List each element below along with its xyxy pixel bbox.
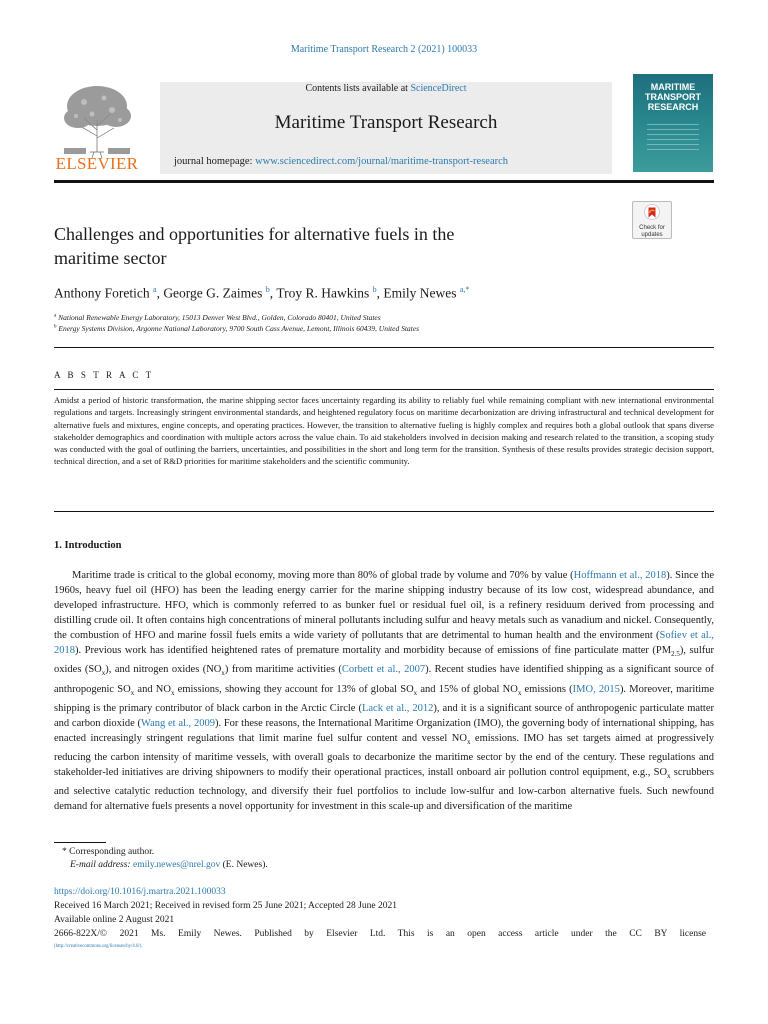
contents-line: Contents lists available at ScienceDirect <box>305 83 467 94</box>
citation-link[interactable]: Wang et al., 2009 <box>141 717 215 729</box>
author-name[interactable]: Troy R. Hawkins <box>276 285 370 301</box>
author-name[interactable]: Anthony Foretich <box>54 285 150 301</box>
author-affiliation-marker[interactable]: b <box>372 285 377 294</box>
journal-cover-thumbnail[interactable] <box>633 74 713 172</box>
cover-decoration <box>647 122 699 150</box>
cover-title-line: RESEARCH <box>647 102 699 112</box>
bookmark-icon <box>643 204 661 224</box>
cover-title-line: MARITIME <box>650 82 696 92</box>
sciencedirect-link[interactable]: ScienceDirect <box>410 83 467 94</box>
author-affiliation-marker[interactable]: b <box>265 285 270 294</box>
doi <box>54 887 226 897</box>
footnote-corresponding-author: * Corresponding author. <box>62 847 155 857</box>
author-affiliation-marker[interactable]: a,* <box>459 285 470 294</box>
abstract-body: Amidst a period of historic transformation, the marine shipping sector faces uncertainty regarding its ability to reliably fuel while remaining compliant with new international environmental regulations and targets. Increasingly stringent environmental standards, and heightened regulatory focus on maritime decarbonization are driving infrastructural and technical development for alternative fuels and mixtures, engine concepts, and operating practices. However, the transition to alternative fueling is highly complex and requires both a global outlook that spans diverse stakeholder demographics and coordination with multiple actors across the value chain. To aid stakeholders involved in decision making and research related to the transition, a scoping study was conducted with the goal of outlining the barriers, uncertainties, and possibilities in the short and long term for the transition. Synthesis of these results provides strategic decision support, technical direction, and a set of R&D priorities for maritime stakeholders and the scientific community. <box>54 395 714 467</box>
section-divider <box>54 347 714 348</box>
abstract-top-rule <box>54 389 714 390</box>
doi-link[interactable]: https://doi.org/10.1016/j.martra.2021.100033 <box>54 887 226 897</box>
abstract-heading: A B S T R A C T <box>54 370 154 380</box>
author-affiliation-marker[interactable]: a <box>153 285 157 294</box>
author-name[interactable]: Emily Newes <box>383 285 457 301</box>
introduction-paragraph: Maritime trade is critical to the global economy, moving more than 80% of global trade by volume and 70% by value (Hoffmann et al., 2018). Since the 1960s, heavy fuel oil (HFO) has been the leading energy carrier for the marine shipping industry because of its low cost, widespread abundance, and developed infrastructure. HFO, which is commonly referred to as bunker fuel or residual fuel oil, is a refinery residuum derived from processing and distilling crude oil. It often contains high concentrations of mineral pollutants including sulfur and heavy metals such as vanadium and nickel. Consequently, the combustion of HFO and marine fossil fuels emits a wide variety of pollutants that are detrimental to human health and the environment (Sofiev et al., 2018). Previous work has identified heightened rates of premature mortality and morbidity because of emissions of fine particulate matter $(PM_{2.5})$, sulfur oxides $(SO_x)$, and nitrogen oxides $(NO_x)$ from maritime activities (Corbett et al., 2007). Recent studies have identified shipping as a significant source of anthropogenic $SO_x$ and $NO_x$ emissions, showing they account for 13% of global $SO_x$ and 15% of global $NO_x$ emissions (IMO, 2015). Moreover, maritime shipping is the primary contributor of black carbon in the Arctic Circle (Lack et al., 2012), and it is a significant source of anthropogenic particulate matter and carbon dioxide (Wang et al., 2009). For these reasons, the International Maritime Organization (IMO), the governing body of international shipping, has enacted increasingly stringent regulations that limit marine fuel sulfur content and vessel $NO_x$ emissions. IMO has set targets aimed at progressively reducing the carbon intensity of maritime vessels, with overall goals to decarbonize the maritime sector by the end of the century. These regulations and stakeholder-led initiatives are driving shipowners to modify their operational practices, install onboard air pollution control equipment, e.g., $SO_x$ scrubbers and selective catalytic reduction technology, and diversify their fuel portfolios to include low-sulfur and low-carbon alternative fuels. Such newfound demand for alternative fuels presents a novel opportunity for investment in this scale-up and diversification of the maritime <box>54 570 715 813</box>
author-email-link[interactable]: emily.newes@nrel.gov <box>132 860 221 870</box>
citation-link[interactable]: Corbett et al., 2007 <box>341 664 426 676</box>
available-online-date: Available online 2 August 2021 <box>54 915 175 925</box>
article-title: Challenges and opportunities for alternative fuels in the maritime sector <box>54 224 455 268</box>
journal-citation <box>0 44 768 55</box>
received-dates: Received 16 March 2021; Received in revised form 25 June 2021; Accepted 28 June 2021 <box>54 901 397 911</box>
journal-title: Maritime Transport Research <box>274 112 498 133</box>
check-for-updates-badge[interactable]: Check for updates <box>632 201 672 239</box>
citation-link[interactable]: Sofiev et al., 2018 <box>54 630 714 657</box>
citation-link[interactable]: IMO, 2015 <box>572 683 620 695</box>
license-statement: 2666-822X/© 2021 Ms. Emily Newes. Published by Elsevier Ltd. This is an open access article under the CC BY license <box>54 929 706 939</box>
section-heading-introduction: 1. Introduction <box>54 540 122 551</box>
header-rule <box>54 180 714 183</box>
author-list: Anthony Foretich $^a$, George G. Zaimes $^b$, Troy R. Hawkins $^b$, Emily Newes $^{a,*}$ <box>54 285 470 301</box>
journal-citation-link[interactable]: Maritime Transport Research 2 (2021) 100033 <box>290 44 478 55</box>
journal-homepage: journal homepage: www.sciencedirect.com/journal/maritime-transport-research <box>174 156 509 167</box>
affiliation: $^b$ Energy Systems Division, Argonne National Laboratory, 9700 South Cass Avenue, Lemont, Illinois 60439, United States <box>54 324 419 333</box>
footnote-rule <box>54 842 106 843</box>
abstract-bottom-rule <box>54 511 714 512</box>
elsevier-wordmark: ELSEVIER <box>55 154 139 173</box>
journal-homepage-link[interactable]: www.sciencedirect.com/journal/maritime-transport-research <box>255 156 509 167</box>
journal-banner <box>160 82 612 174</box>
license-url-link[interactable]: (http://creativecommons.org/licenses/by/4.0/). <box>54 944 143 949</box>
citation-link[interactable]: Hoffmann et al., 2018 <box>573 570 667 581</box>
license-url <box>54 944 143 949</box>
footnote-email: E-mail address: emily.newes@nrel.gov (E. Newes). <box>70 860 268 870</box>
author-name[interactable]: George G. Zaimes <box>163 285 263 301</box>
cover-title-line: TRANSPORT <box>645 92 701 102</box>
affiliation: $^a$ National Renewable Energy Laboratory, 15013 Denver West Blvd., Golden, Colorado 80401, United States <box>54 313 381 322</box>
citation-link[interactable]: Lack et al., 2012 <box>361 702 434 714</box>
